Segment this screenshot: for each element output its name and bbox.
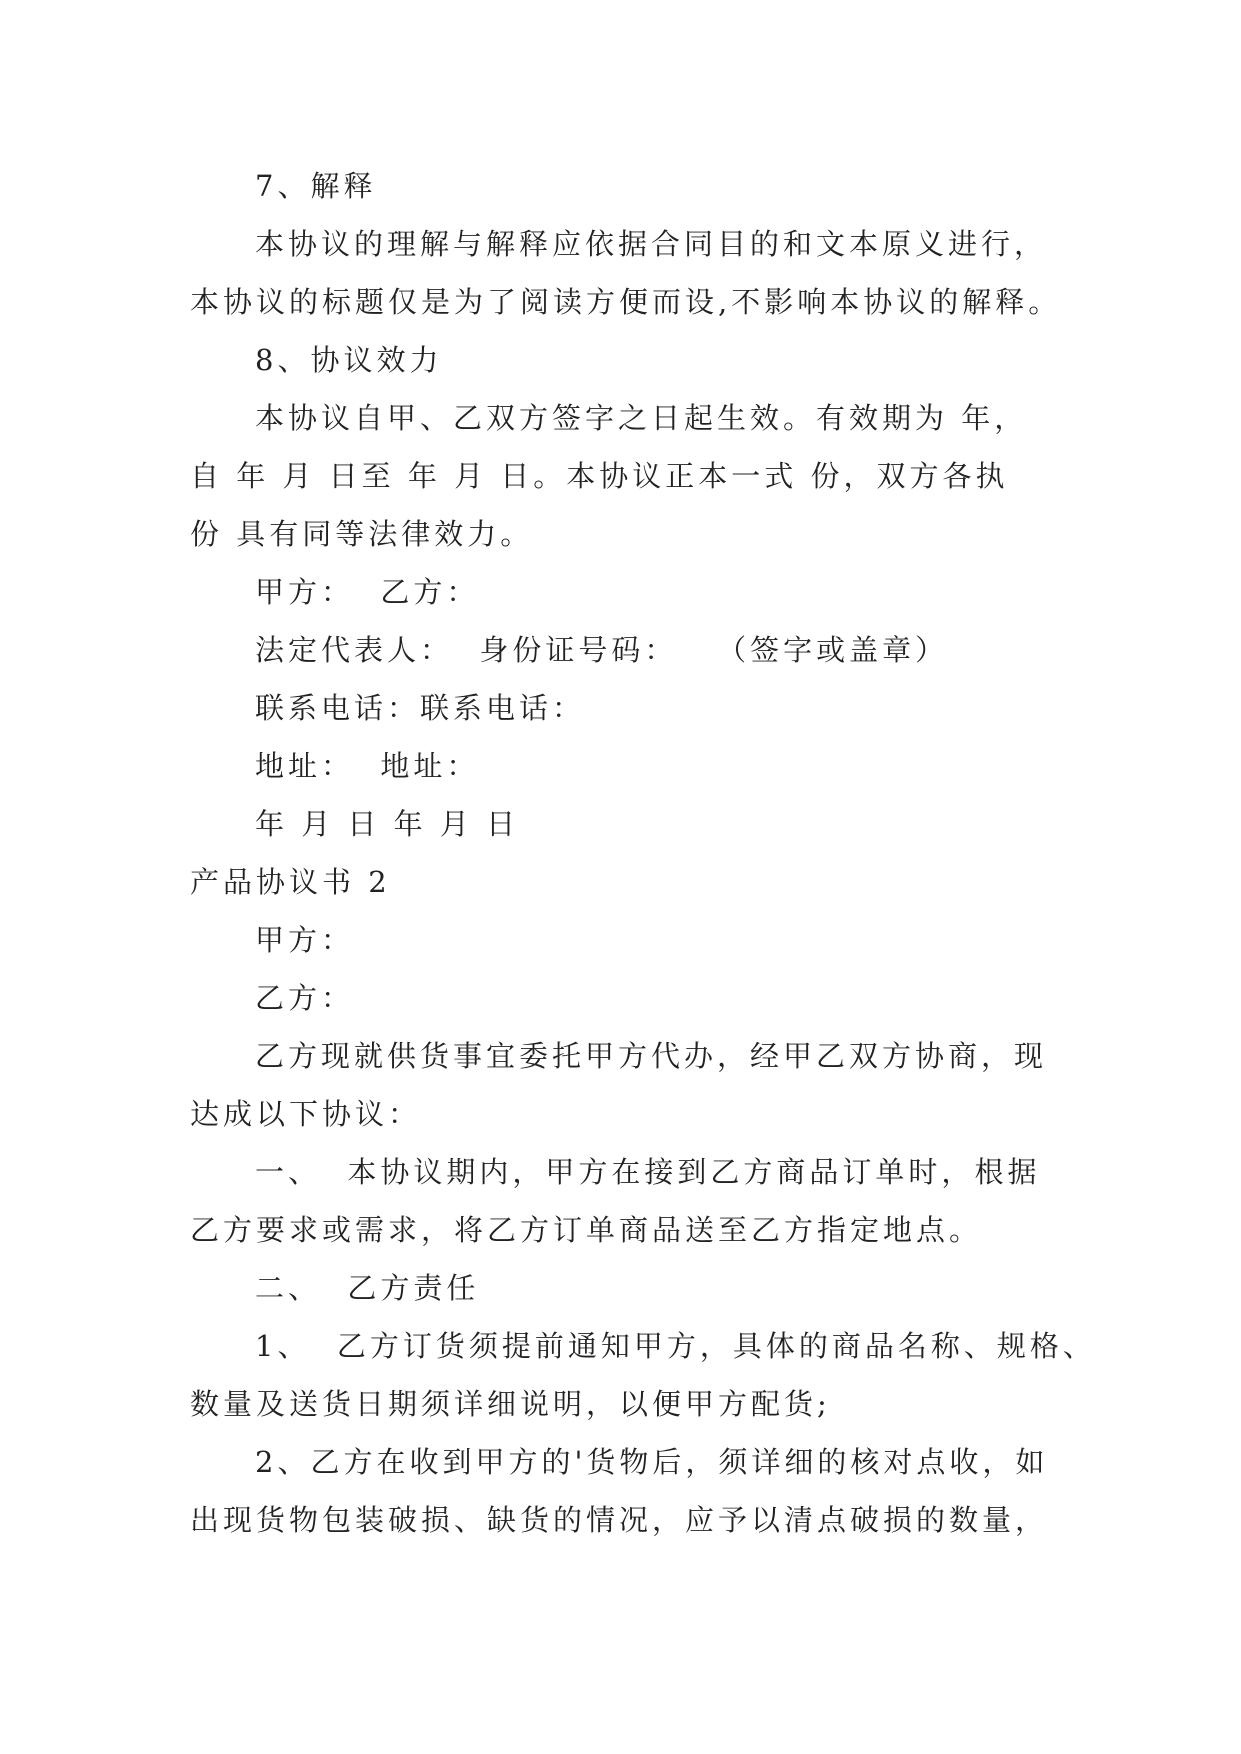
paragraph-line: 乙方要求或需求，将乙方订单商品送至乙方指定地点。 — [190, 1213, 983, 1247]
paragraph-line: 1、 乙方订货须提前通知甲方，具体的商品名称、规格、 — [255, 1329, 1096, 1363]
paragraph-line: 数量及送货日期须详细说明，以便甲方配货; — [190, 1387, 831, 1421]
document-title-2: 产品协议书 2 — [190, 865, 391, 899]
paragraph-line: 达成以下协议： — [190, 1097, 422, 1131]
paragraph-line: 本协议的标题仅是为了阅读方便而设,不影响本协议的解释。 — [190, 285, 1062, 319]
section-heading-interpretation: 7、解释 — [255, 169, 377, 203]
section-heading-validity: 8、协议效力 — [255, 343, 443, 377]
signature-parties-line: 甲方： 乙方： — [255, 575, 480, 609]
signature-address-line: 地址： 地址： — [255, 749, 480, 783]
paragraph-line: 一、 本协议期内，甲方在接到乙方商品订单时，根据 — [255, 1155, 1041, 1189]
signature-date-line: 年 月 日 年 月 日 — [255, 807, 520, 841]
paragraph-line: 出现货物包装破损、缺货的情况，应予以清点破损的数量， — [190, 1503, 1049, 1537]
paragraph-line: 2、乙方在收到甲方的'货物后，须详细的核对点收，如 — [255, 1445, 1049, 1479]
paragraph-line: 份 具有同等法律效力。 — [190, 517, 534, 551]
paragraph-line: 本协议的理解与解释应依据合同目的和文本原义进行， — [255, 227, 1048, 261]
signature-phone-line: 联系电话：联系电话： — [255, 691, 586, 725]
party-a-line: 甲方： — [255, 923, 355, 957]
paragraph-line: 乙方现就供货事宜委托甲方代办，经甲乙双方协商，现 — [255, 1039, 1048, 1073]
paragraph-line: 自 年 月 日至 年 月 日。本协议正本一式 份，双方各执 — [190, 459, 1009, 493]
party-b-line: 乙方： — [255, 981, 355, 1015]
section-heading-party-b-duties: 二、 乙方责任 — [255, 1271, 480, 1305]
signature-representative-line: 法定代表人： 身份证号码： （签字或盖章） — [255, 633, 949, 667]
paragraph-line: 本协议自甲、乙双方签字之日起生效。有效期为 年， — [255, 401, 1028, 435]
